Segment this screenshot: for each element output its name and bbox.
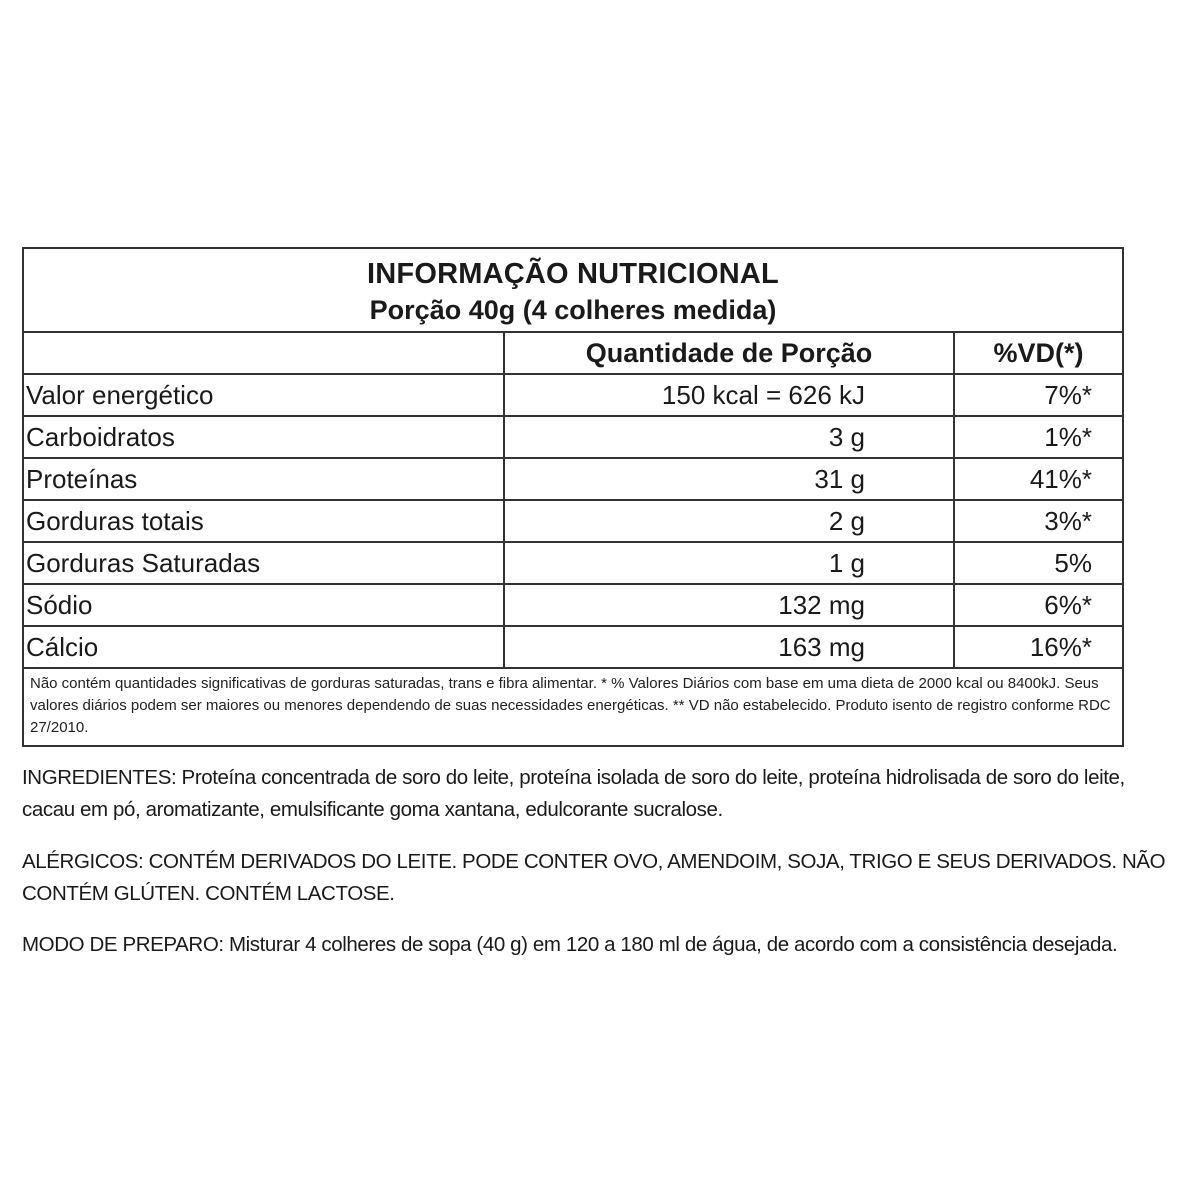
nutrient-name: Cálcio	[24, 626, 504, 668]
table-header	[24, 249, 1122, 333]
column-header-vd: %VD(*)	[954, 333, 1122, 374]
nutrient-quantity: 3 g	[504, 416, 954, 458]
table-row	[24, 416, 1122, 458]
nutrient-quantity: 132 mg	[504, 584, 954, 626]
table-row	[24, 584, 1122, 626]
table-footnote: Não contém quantidades significativas de gorduras saturadas, trans e fibra alimentar. * % Valores Diários com base em uma dieta de 2000 kcal ou 8400kJ. Seus valores diários podem ser maiores ou menores dependendo de suas necessidades energéticas. ** VD não estabelecido. Produto isento de registro conforme RDC 27/2010.	[30, 675, 1111, 736]
table-row	[24, 500, 1122, 542]
nutrient-name: Gorduras totais	[24, 500, 504, 542]
column-header-nutrient	[24, 333, 504, 374]
nutrient-vd: 6%*	[954, 584, 1122, 626]
nutrient-vd: 1%*	[954, 416, 1122, 458]
ingredients-text: INGREDIENTES: Proteína concentrada de soro do leite, proteína isolada de soro do leite, proteína hidrolisada de soro do leite, cacau em pó, aromatizante, emulsificante goma xantana, edulcorante sucralose.	[22, 766, 1125, 821]
nutrient-quantity: 1 g	[504, 542, 954, 584]
nutrient-quantity: 31 g	[504, 458, 954, 500]
nutrient-vd: 3%*	[954, 500, 1122, 542]
nutrient-vd: 41%*	[954, 458, 1122, 500]
table-row	[24, 374, 1122, 416]
column-header-quantity: Quantidade de Porção	[504, 333, 954, 374]
nutrient-quantity: 2 g	[504, 500, 954, 542]
nutrient-name: Gorduras Saturadas	[24, 542, 504, 584]
nutrient-name: Valor energético	[24, 374, 504, 416]
table-row	[24, 458, 1122, 500]
nutrient-quantity: 163 mg	[504, 626, 954, 668]
nutrient-name: Proteínas	[24, 458, 504, 500]
nutrient-grid	[24, 333, 1122, 669]
nutrient-vd: 16%*	[954, 626, 1122, 668]
column-header-row	[24, 333, 1122, 374]
portion-size: Porção 40g (4 colheres medida)	[369, 295, 777, 325]
table-row	[24, 626, 1122, 668]
nutrient-quantity: 150 kcal = 626 kJ	[504, 374, 954, 416]
table-title: INFORMAÇÃO NUTRICIONAL	[367, 258, 779, 290]
preparation-text: MODO DE PREPARO: Misturar 4 colheres de sopa (40 g) em 120 a 180 ml de água, de acordo com a consistência desejada.	[22, 933, 1118, 956]
nutrition-facts-table	[22, 247, 1124, 747]
nutrient-name: Sódio	[24, 584, 504, 626]
table-row	[24, 542, 1122, 584]
nutrient-vd: 5%	[954, 542, 1122, 584]
nutrient-name: Carboidratos	[24, 416, 504, 458]
nutrient-vd: 7%*	[954, 374, 1122, 416]
allergens-text: ALÉRGICOS: CONTÉM DERIVADOS DO LEITE. PODE CONTER OVO, AMENDOIM, SOJA, TRIGO E SEUS DERIVADOS. NÃO CONTÉM GLÚTEN. CONTÉM LACTOSE.	[22, 850, 1166, 905]
